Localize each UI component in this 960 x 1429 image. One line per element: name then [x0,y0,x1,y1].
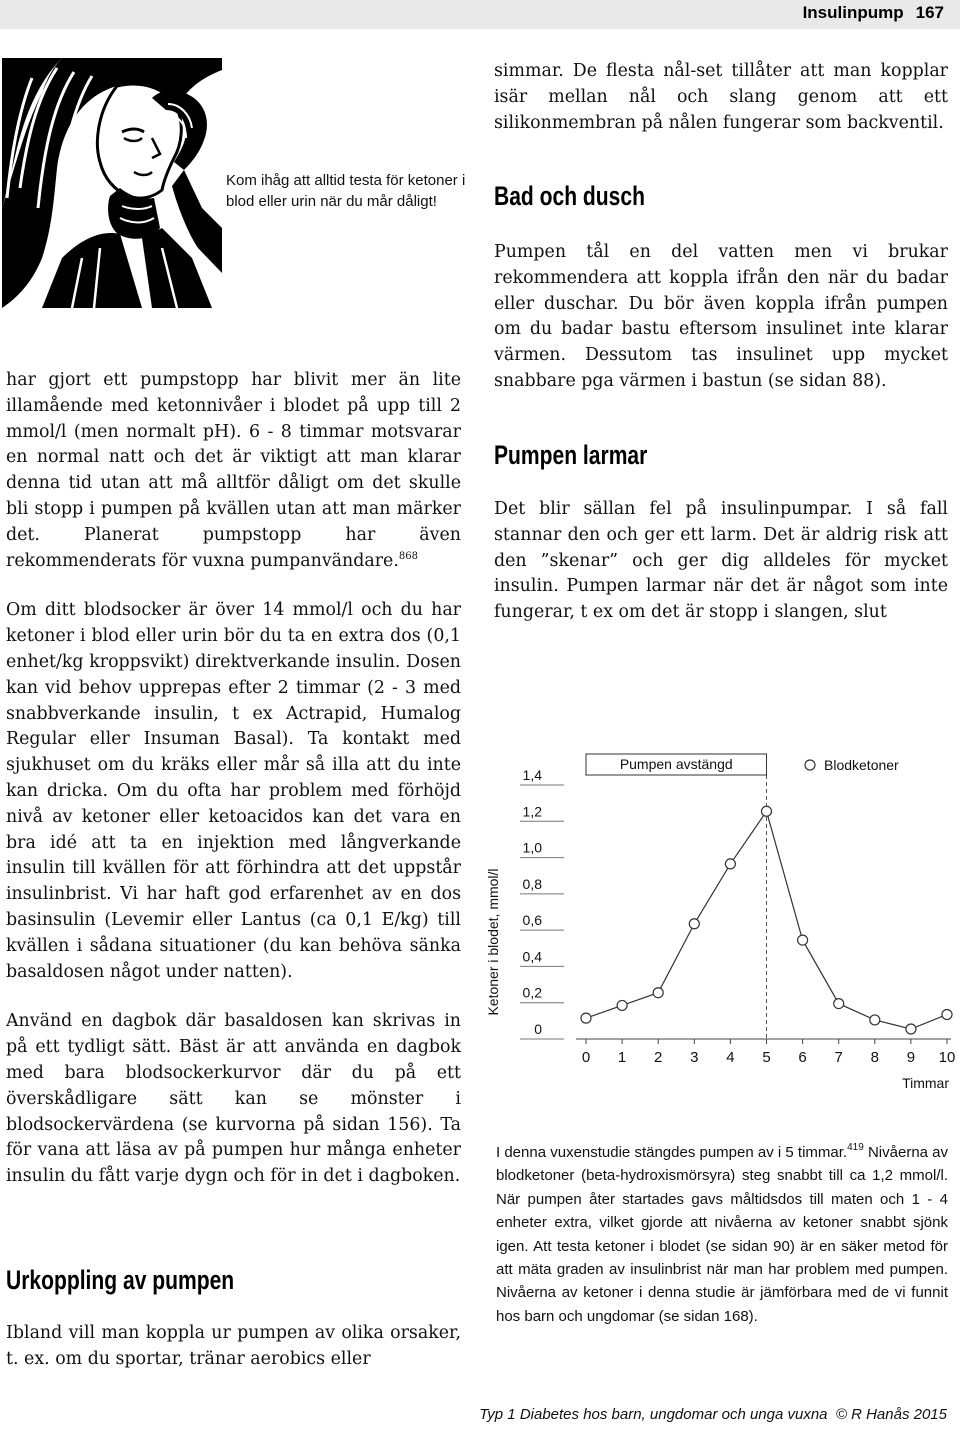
x-tick-label: 1 [617,1049,627,1066]
x-tick-label: 2 [654,1049,663,1066]
x-tick-label: 10 [938,1049,956,1066]
reference-419: 419 [847,1142,864,1153]
y-axis-label: Ketoner i blodet, mmol/l [485,868,501,1016]
reference-868: 868 [398,550,418,562]
y-tick-label: 1,0 [522,839,542,856]
y-tick-label: 0 [534,1021,542,1037]
x-tick-label: 6 [798,1049,807,1066]
left-column-lower [6,1321,461,1373]
footer-copyright: © R Hanås 2015 [835,1406,947,1423]
chart-caption [496,1141,948,1328]
paragraph-urkoppling: Ibland vill man koppla ur pumpen av olika orsaker, t. ex. om du sportar, tränar aerobics eller [6,1323,461,1369]
heading-urkoppling: Urkoppling av pumpen [6,1265,235,1295]
paragraph-ketoner: Om ditt blodsocker är över 14 mmol/l och du har ketoner i blod eller urin bör du ta en extra dos (0,1 enhet/kg kroppsvikt) direktverkande insulin. Dosen kan vid behov upprepas efter 2 timmar (2 - 3 med snabbverkande insulin, t ex Actrapid, Humalog Regular eller Insuman Basal). Ta kontakt med sjukhuset om du kräks eller mår så illa att du inte kan dricka. Om du ofta har problem med förhöjd nivå av ketoner eller ketoacidos kan det vara en bra idé att ta en injektion med långverkande insulin till kvällen för att förhindra att det uppstår insulinbrist. Vi har haft god erfarenhet av en dos basinsulin (Levemir eller Lantus (ca 0,1 E/kg) till kvällen i sådana situationer (du kan behöva sänka basaldosen något under natten). [6,600,461,982]
paragraph-pumpstopp [6,368,461,574]
paragraph-larm: Det blir sällan fel på insulinpumpar. I så fall stannar den och ger ett larm. Det är aldrig risk att den ”skenar” och ger dig alldeles för mycket insulin. Pumpen larmar när det är något som inte fungerar, t ex om det är stopp i slangen, slut [494,499,948,623]
y-tick-label: 0,2 [522,984,542,1001]
data-point [798,935,808,945]
illustration-caption: Kom ihåg att alltid testa för ketoner i blod eller urin när du mår dåligt! [226,172,466,210]
right-column-larm [494,497,948,626]
data-point [617,1000,627,1010]
x-tick-label: 0 [581,1049,591,1066]
right-column-top [494,59,948,136]
pump-off-label: Pumpen avstängd [619,756,733,772]
heading-pumpen-larmar: Pumpen larmar [494,440,648,470]
x-tick-label: 3 [690,1049,699,1066]
data-point [725,859,735,869]
heading-bad-och-dusch: Bad och dusch [494,181,645,211]
y-tick-label: 0,8 [522,875,542,892]
data-point [906,1024,916,1034]
data-point [762,806,772,816]
page-footer [479,1406,947,1423]
data-point [689,919,699,929]
running-header [791,3,944,23]
sick-person-illustration-icon [2,58,222,308]
data-point [581,1013,591,1023]
paragraph-pumpstopp-text: har gjort ett pumpstopp har blivit mer än lite illamående med ketonnivåer i blodet på upp till 2 mmol/l (men normalt pH). 6 - 8 timmar motsvarar en normal natt och det är viktigt att man klarar denna tid utan att må alltför dåligt om det skulle bli stopp i pumpen på kvällen utan att man märker det. Planerat pumpstopp har även rekommenderats för vuxna pumpanvändare. [6,370,461,571]
data-point [870,1015,880,1025]
y-tick-label: 0,4 [522,948,542,965]
right-column-bad [494,240,948,395]
ketone-chart [480,745,960,1090]
x-tick-label: 4 [726,1049,735,1066]
x-tick-label: 5 [762,1049,771,1066]
series-line-blodketoner [586,811,947,1029]
x-axis-label: Timmar [902,1075,949,1090]
left-column-upper [6,368,461,1190]
chart-caption-body: Nivåerna av blodketoner (beta-hydroxismörsyra) steg snabbt till ca 1,2 mmol/l. När pumpen åter startades gavs måltidsdos till maten och 1 - 4 enheter extra, vilket gjorde att nivåerna av ketoner snabbt sjönk igen. Att testa ketoner i blodet (se sidan 90) är en säker metod för att mäta graden av insulinbrist när man har problem med pumpen. Nivåerna av ketoner i denna studie är jämförbara med de vi funnit hos barn och ungdomar (se sidan 168). [496,1144,949,1325]
paragraph-dagbok: Använd en dagbok där basaldosen kan skrivas in på ett tydligt sätt. Bäst är att använda en dagbok med bara blodsockerkurvor där du på ett överskådligare sätt kan se mönster i blodsockervärdena (se kurvorna på sidan 156). Ta för vana att läsa av på pumpen hur många enheter insulin du fått varje dygn och för in det i dagboken. [6,1011,461,1187]
page-number: 167 [915,3,944,22]
x-tick-label: 8 [870,1049,879,1066]
y-tick-label: 1,2 [522,803,542,820]
data-point [653,988,663,998]
legend-label: Blodketoner [824,757,899,773]
footer-book-title: Typ 1 Diabetes hos barn, ungdomar och unga vuxna [479,1406,828,1423]
chart-caption-lead: I denna vuxenstudie stängdes pumpen av i 5 timmar. [496,1144,848,1161]
page-header [0,0,960,29]
data-point [834,999,844,1009]
paragraph-bad: Pumpen tål en del vatten men vi brukar rekommendera att koppla ifrån den när du badar eller duschar. Du bör även koppla ifrån pumpen om du badar bastu eftersom insulinet inte klarar värmen. Dessutom tas insulinet upp mycket snabbare pga värmen i bastun (se sidan 88). [494,242,948,391]
x-tick-label: 9 [906,1049,916,1066]
legend-marker [805,760,815,770]
data-point [942,1009,952,1019]
y-tick-label: 1,4 [522,767,542,783]
x-tick-label: 7 [834,1049,843,1066]
y-tick-label: 0,6 [522,912,542,929]
paragraph-backventil: simmar. De flesta nål-set tillåter att man kopplar isär mellan nål och slang genom att ett silikonmembran på nålen fungerar som backventil. [494,61,948,133]
chapter-title: Insulinpump [802,3,904,22]
